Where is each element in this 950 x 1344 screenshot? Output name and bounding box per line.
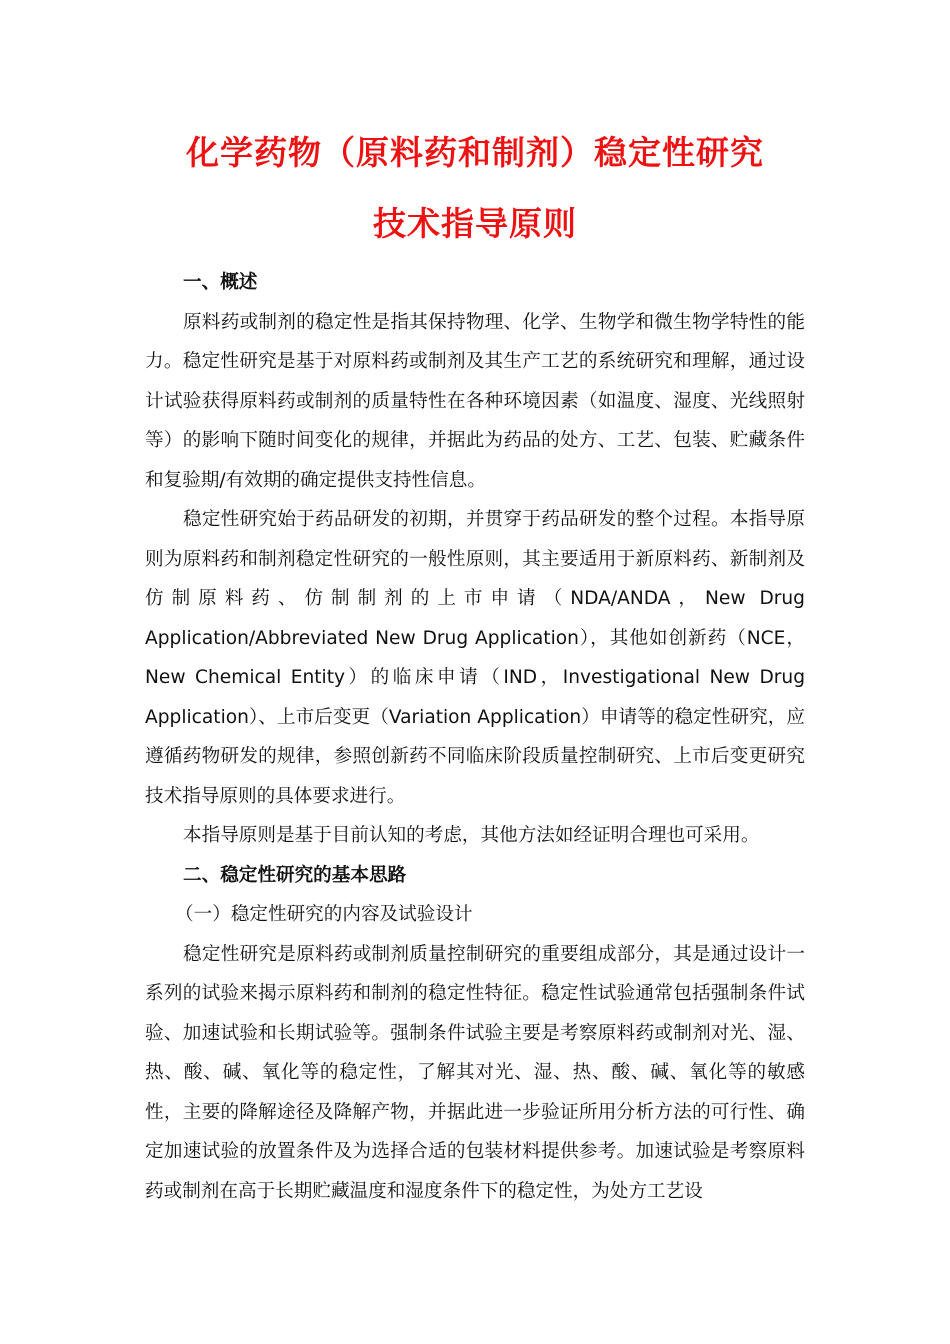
paragraph-2: 稳定性研究始于药品研发的初期，并贯穿于药品研发的整个过程。本指导原则为原料药和制剂稳定性研究的一般性原则，其主要适用于新原料药、新制剂及仿制原料药、仿制制剂的上市申请（NDA/ANDA，New Drug Application/Abbreviated New Drug Application），其他如创新药（NCE，New Chemical Entity）的临床申请（IND，Investigational New Drug Application）、上市后变更（Variation Application）申请等的稳定性研究，应遵循药物研发的规律，参照创新药不同临床阶段质量控制研究、上市后变更研究技术指导原则的具体要求进行。 xyxy=(145,509,805,807)
paragraph-1: 原料药或制剂的稳定性是指其保持物理、化学、生物学和微生物学特性的能力。稳定性研究是基于对原料药或制剂及其生产工艺的系统研究和理解，通过设计试验获得原料药或制剂的质量特性在各种环境因素（如温度、湿度、光线照射等）的影响下随时间变化的规律，并据此为药品的处方、工艺、包装、贮藏条件和复验期/有效期的确定提供支持性信息。 xyxy=(145,311,805,491)
document-title-line1: 化学药物（原料药和制剂）稳定性研究 xyxy=(186,133,764,172)
document-body xyxy=(145,263,805,1211)
section-heading-basic-approach: 二、稳定性研究的基本思路 xyxy=(183,864,407,886)
subsection-heading-content-design: （一）稳定性研究的内容及试验设计 xyxy=(175,904,473,925)
paragraph-4: 稳定性研究是原料药或制剂质量控制研究的重要组成部分，其是通过设计一系列的试验来揭示原料药和制剂的稳定性特征。稳定性试验通常包括强制条件试验、加速试验和长期试验等。强制条件试验主要是考察原料药或制剂对光、湿、热、酸、碱、氧化等的稳定性，了解其对光、湿、热、酸、碱、氧化等的敏感性，主要的降解途径及降解产物，并据此进一步验证所用分析方法的可行性、确定加速试验的放置条件及为选择合适的包装材料提供参考。加速试验是考察原料药或制剂在高于长期贮藏温度和湿度条件下的稳定性，为处方工艺设 xyxy=(145,943,805,1202)
paragraph-3: 本指导原则是基于目前认知的考虑，其他方法如经证明合理也可采用。 xyxy=(183,825,760,846)
document-title-line2: 技术指导原则 xyxy=(373,204,577,243)
section-heading-overview: 一、概述 xyxy=(183,272,258,293)
